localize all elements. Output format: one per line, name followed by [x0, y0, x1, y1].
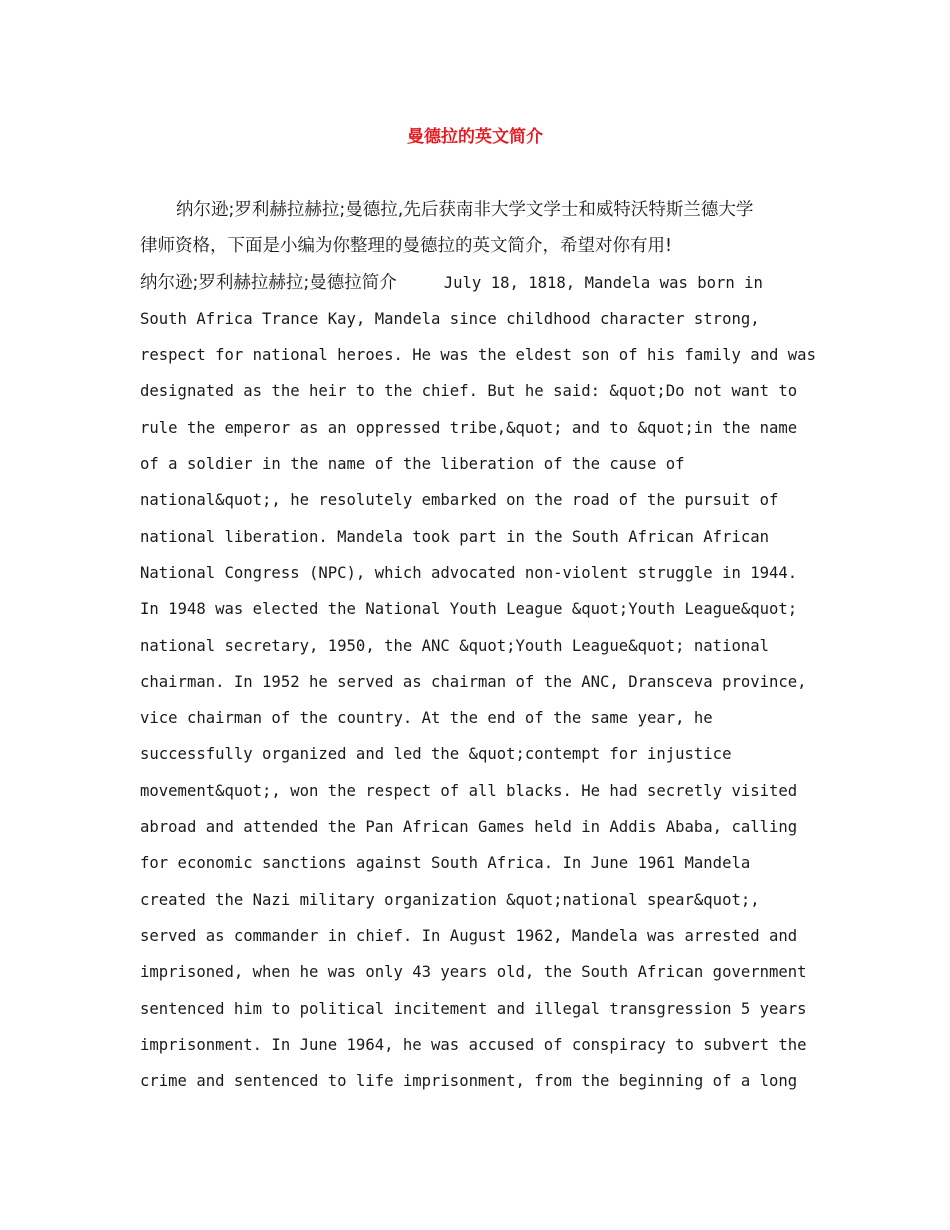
- body-text-line: imprisonment. In June 1964, he was accused of conspiracy to subvert the: [140, 1035, 807, 1054]
- body-text-line: national liberation. Mandela took part in the South African African: [140, 527, 770, 546]
- intro-paragraph-line: 律师资格，下面是小编为你整理的曼德拉的英文简介，希望对你有用!: [140, 236, 673, 257]
- body-text-line: successfully organized and led the &quot;contempt for injustice: [140, 745, 732, 764]
- section-heading: 纳尔逊;罗利赫拉赫拉;曼德拉简介: [140, 272, 397, 293]
- body-text-line: In 1948 was elected the National Youth League &quot;Youth League&quot;: [140, 600, 798, 619]
- body-text-line: created the Nazi military organization &quot;national spear&quot;,: [140, 890, 760, 909]
- body-text-line: imprisoned, when he was only 43 years old, the South African government: [140, 963, 807, 982]
- body-text-line: designated as the heir to the chief. But he said: &quot;Do not want to: [140, 382, 798, 401]
- section-heading-line: [140, 265, 820, 301]
- body-text-line: sentenced him to political incitement and illegal transgression 5 years: [140, 999, 807, 1018]
- body-text-line: chairman. In 1952 he served as chairman of the ANC, Dransceva province,: [140, 672, 807, 691]
- body-text-line: crime and sentenced to life imprisonment, from the beginning of a long: [140, 1072, 798, 1091]
- body-text-line: national&quot;, he resolutely embarked on the road of the pursuit of: [140, 491, 779, 510]
- body-text-line: of a soldier in the name of the liberation of the cause of: [140, 455, 685, 474]
- body-text-line: for economic sanctions against South Africa. In June 1961 Mandela: [140, 854, 751, 873]
- body-text-line: National Congress (NPC), which advocated non-violent struggle in 1944.: [140, 563, 798, 582]
- body-text-line: movement&quot;, won the respect of all blacks. He had secretly visited: [140, 781, 798, 800]
- body-text-line: rule the emperor as an oppressed tribe,&quot; and to &quot;in the name: [140, 418, 798, 437]
- body-text-line: South Africa Trance Kay, Mandela since childhood character strong,: [140, 309, 760, 328]
- body-text-line: national secretary, 1950, the ANC &quot;Youth League&quot; national: [140, 636, 770, 655]
- document-title: 曼德拉的英文简介: [407, 127, 543, 147]
- document-body: [140, 192, 820, 1099]
- body-text-line: July 18, 1818, Mandela was born in: [443, 273, 763, 292]
- intro-paragraph-line: 纳尔逊;罗利赫拉赫拉;曼德拉,先后获南非大学文学士和威特沃特斯兰德大学: [176, 200, 754, 220]
- body-text-line: respect for national heroes. He was the eldest son of his family and was: [140, 346, 816, 365]
- body-text-line: served as commander in chief. In August 1962, Mandela was arrested and: [140, 926, 798, 945]
- body-text-line: vice chairman of the country. At the end of the same year, he: [140, 709, 713, 728]
- body-text-line: abroad and attended the Pan African Games held in Addis Ababa, calling: [140, 818, 798, 837]
